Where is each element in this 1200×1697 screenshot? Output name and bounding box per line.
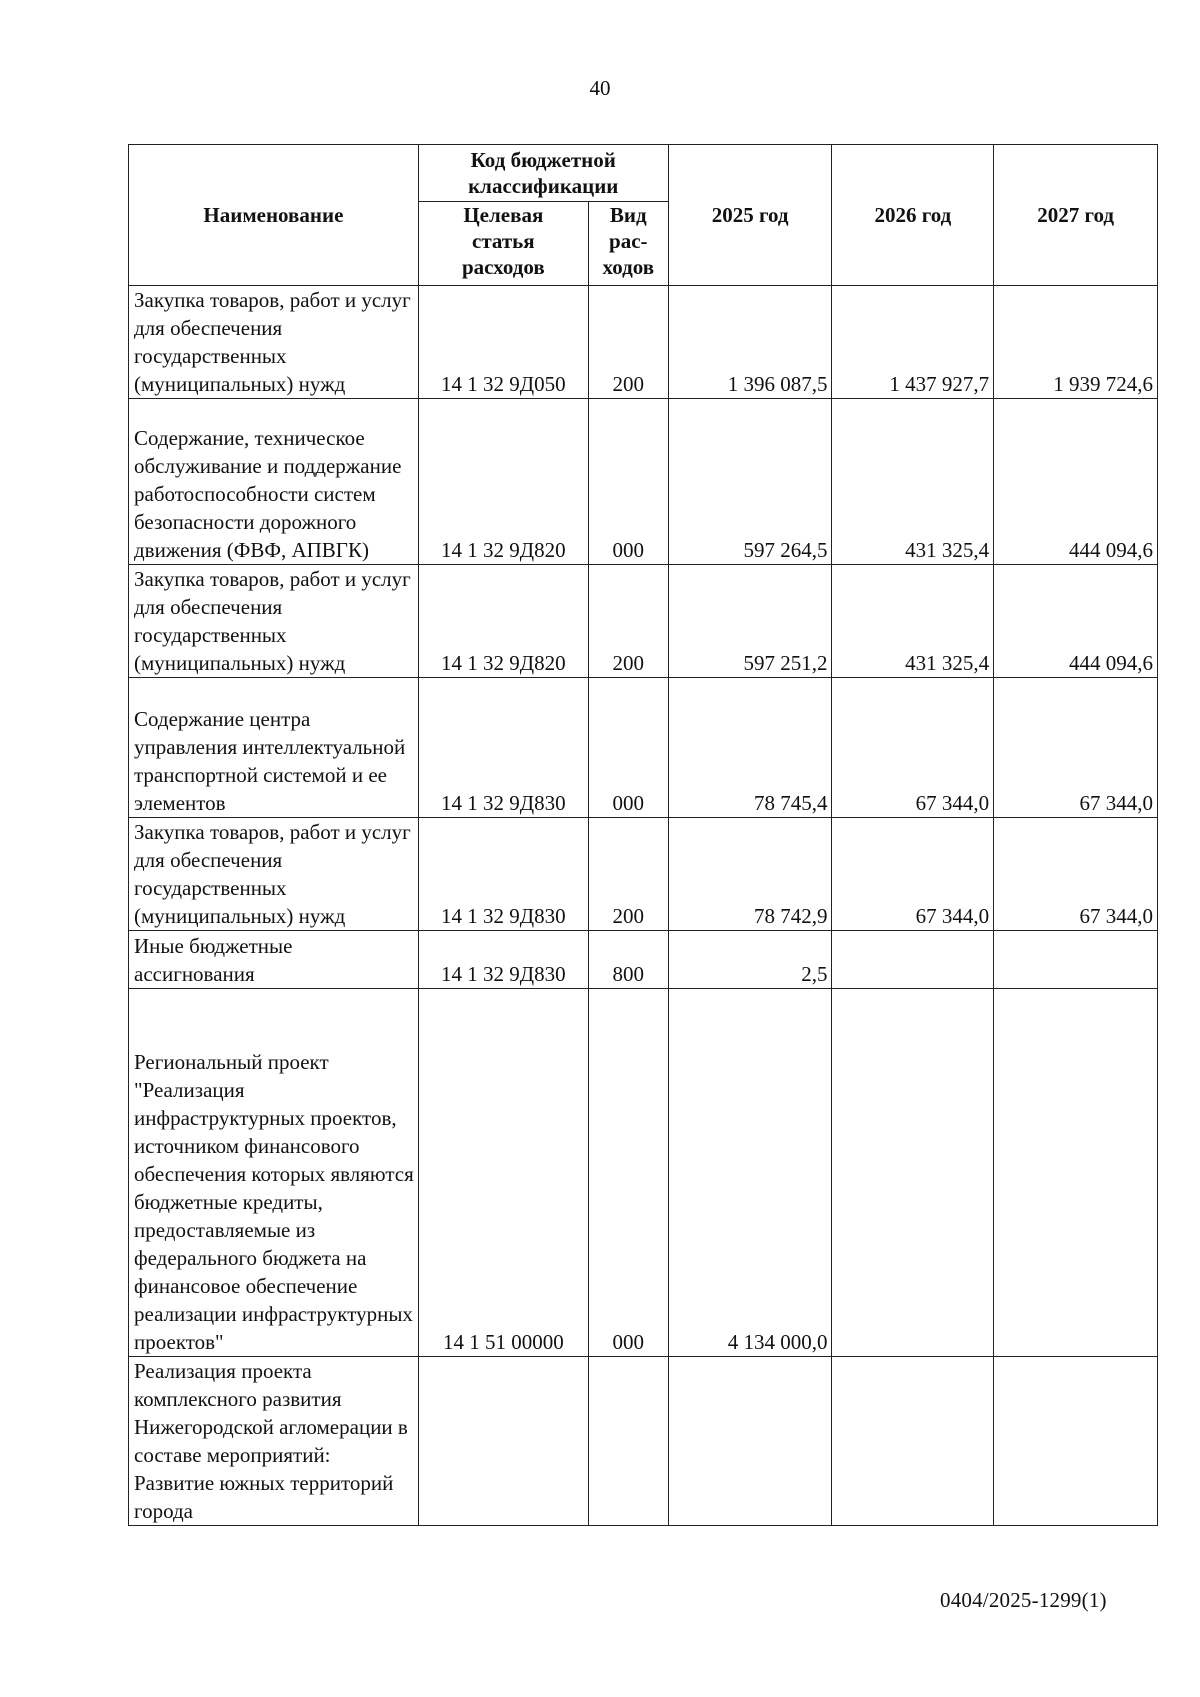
row-2026: 67 344,0 [832, 818, 994, 931]
header-name: Наименование [129, 145, 419, 286]
header-2025: 2025 год [668, 145, 832, 286]
document-code: 0404/2025-1299(1) [940, 1588, 1107, 1612]
row-2027: 444 094,6 [994, 399, 1158, 565]
row-2026 [832, 989, 994, 1357]
row-target-code: 14 1 51 00000 [418, 989, 588, 1357]
header-2027: 2027 год [994, 145, 1158, 286]
row-expense-type: 200 [588, 565, 668, 678]
row-2027: 444 094,6 [994, 565, 1158, 678]
row-target-code: 14 1 32 9Д830 [418, 678, 588, 818]
row-2026: 67 344,0 [832, 678, 994, 818]
row-2025: 2,5 [668, 931, 832, 989]
row-2025: 1 396 087,5 [668, 286, 832, 399]
header-expense-type: Вид рас-ходов [588, 202, 668, 286]
row-target-code: 14 1 32 9Д050 [418, 286, 588, 399]
header-row-1 [129, 145, 1158, 202]
row-expense-type: 000 [588, 678, 668, 818]
row-2025: 597 264,5 [668, 399, 832, 565]
row-name: Содержание центра управления интеллектуальной транспортной системой и ее элементов [129, 678, 419, 818]
row-2027: 67 344,0 [994, 818, 1158, 931]
row-expense-type: 800 [588, 931, 668, 989]
row-2027 [994, 989, 1158, 1357]
row-expense-type [588, 1357, 668, 1526]
budget-table [128, 144, 1158, 1526]
row-target-code: 14 1 32 9Д820 [418, 565, 588, 678]
table-row [129, 286, 1158, 399]
row-target-code: 14 1 32 9Д820 [418, 399, 588, 565]
row-2026: 1 437 927,7 [832, 286, 994, 399]
table-row [129, 1357, 1158, 1526]
table-row [129, 678, 1158, 818]
row-2027: 67 344,0 [994, 678, 1158, 818]
row-target-code [418, 1357, 588, 1526]
header-2026: 2026 год [832, 145, 994, 286]
row-2025: 597 251,2 [668, 565, 832, 678]
row-target-code: 14 1 32 9Д830 [418, 818, 588, 931]
row-expense-type: 000 [588, 989, 668, 1357]
row-name: Региональный проект "Реализация инфраструктурных проектов, источником финансового обеспечения которых являются бюджетные кредиты, предоставляемые из федерального бюджета на финансовое обеспечение реализации инфраструктурных проектов" [129, 989, 419, 1357]
page-number: 40 [589, 76, 611, 100]
row-2027 [994, 1357, 1158, 1526]
table-row [129, 989, 1158, 1357]
row-2025: 78 745,4 [668, 678, 832, 818]
header-classification-group: Код бюджетной классификации [418, 145, 668, 202]
row-name: Закупка товаров, работ и услуг для обеспечения государственных (муниципальных) нужд [129, 818, 419, 931]
row-expense-type: 200 [588, 818, 668, 931]
row-name: Закупка товаров, работ и услуг для обеспечения государственных (муниципальных) нужд [129, 565, 419, 678]
row-name: Закупка товаров, работ и услуг для обеспечения государственных (муниципальных) нужд [129, 286, 419, 399]
row-name: Реализация проекта комплексного развития Нижегородской агломерации в составе мероприятий: Развитие южных территорий города [129, 1357, 419, 1526]
row-name: Иные бюджетные ассигнования [129, 931, 419, 989]
row-2027: 1 939 724,6 [994, 286, 1158, 399]
row-2026: 431 325,4 [832, 565, 994, 678]
row-expense-type: 000 [588, 399, 668, 565]
row-2025: 4 134 000,0 [668, 989, 832, 1357]
row-2027 [994, 931, 1158, 989]
table-row [129, 565, 1158, 678]
row-2026: 431 325,4 [832, 399, 994, 565]
table-row [129, 818, 1158, 931]
row-2026 [832, 1357, 994, 1526]
table-row [129, 399, 1158, 565]
row-2026 [832, 931, 994, 989]
table-row [129, 931, 1158, 989]
row-name: Содержание, техническое обслуживание и поддержание работоспособности систем безопасности дорожного движения (ФВФ, АПВГК) [129, 399, 419, 565]
row-2025 [668, 1357, 832, 1526]
row-target-code: 14 1 32 9Д830 [418, 931, 588, 989]
header-target-item: Целевая статья расходов [418, 202, 588, 286]
row-expense-type: 200 [588, 286, 668, 399]
row-2025: 78 742,9 [668, 818, 832, 931]
